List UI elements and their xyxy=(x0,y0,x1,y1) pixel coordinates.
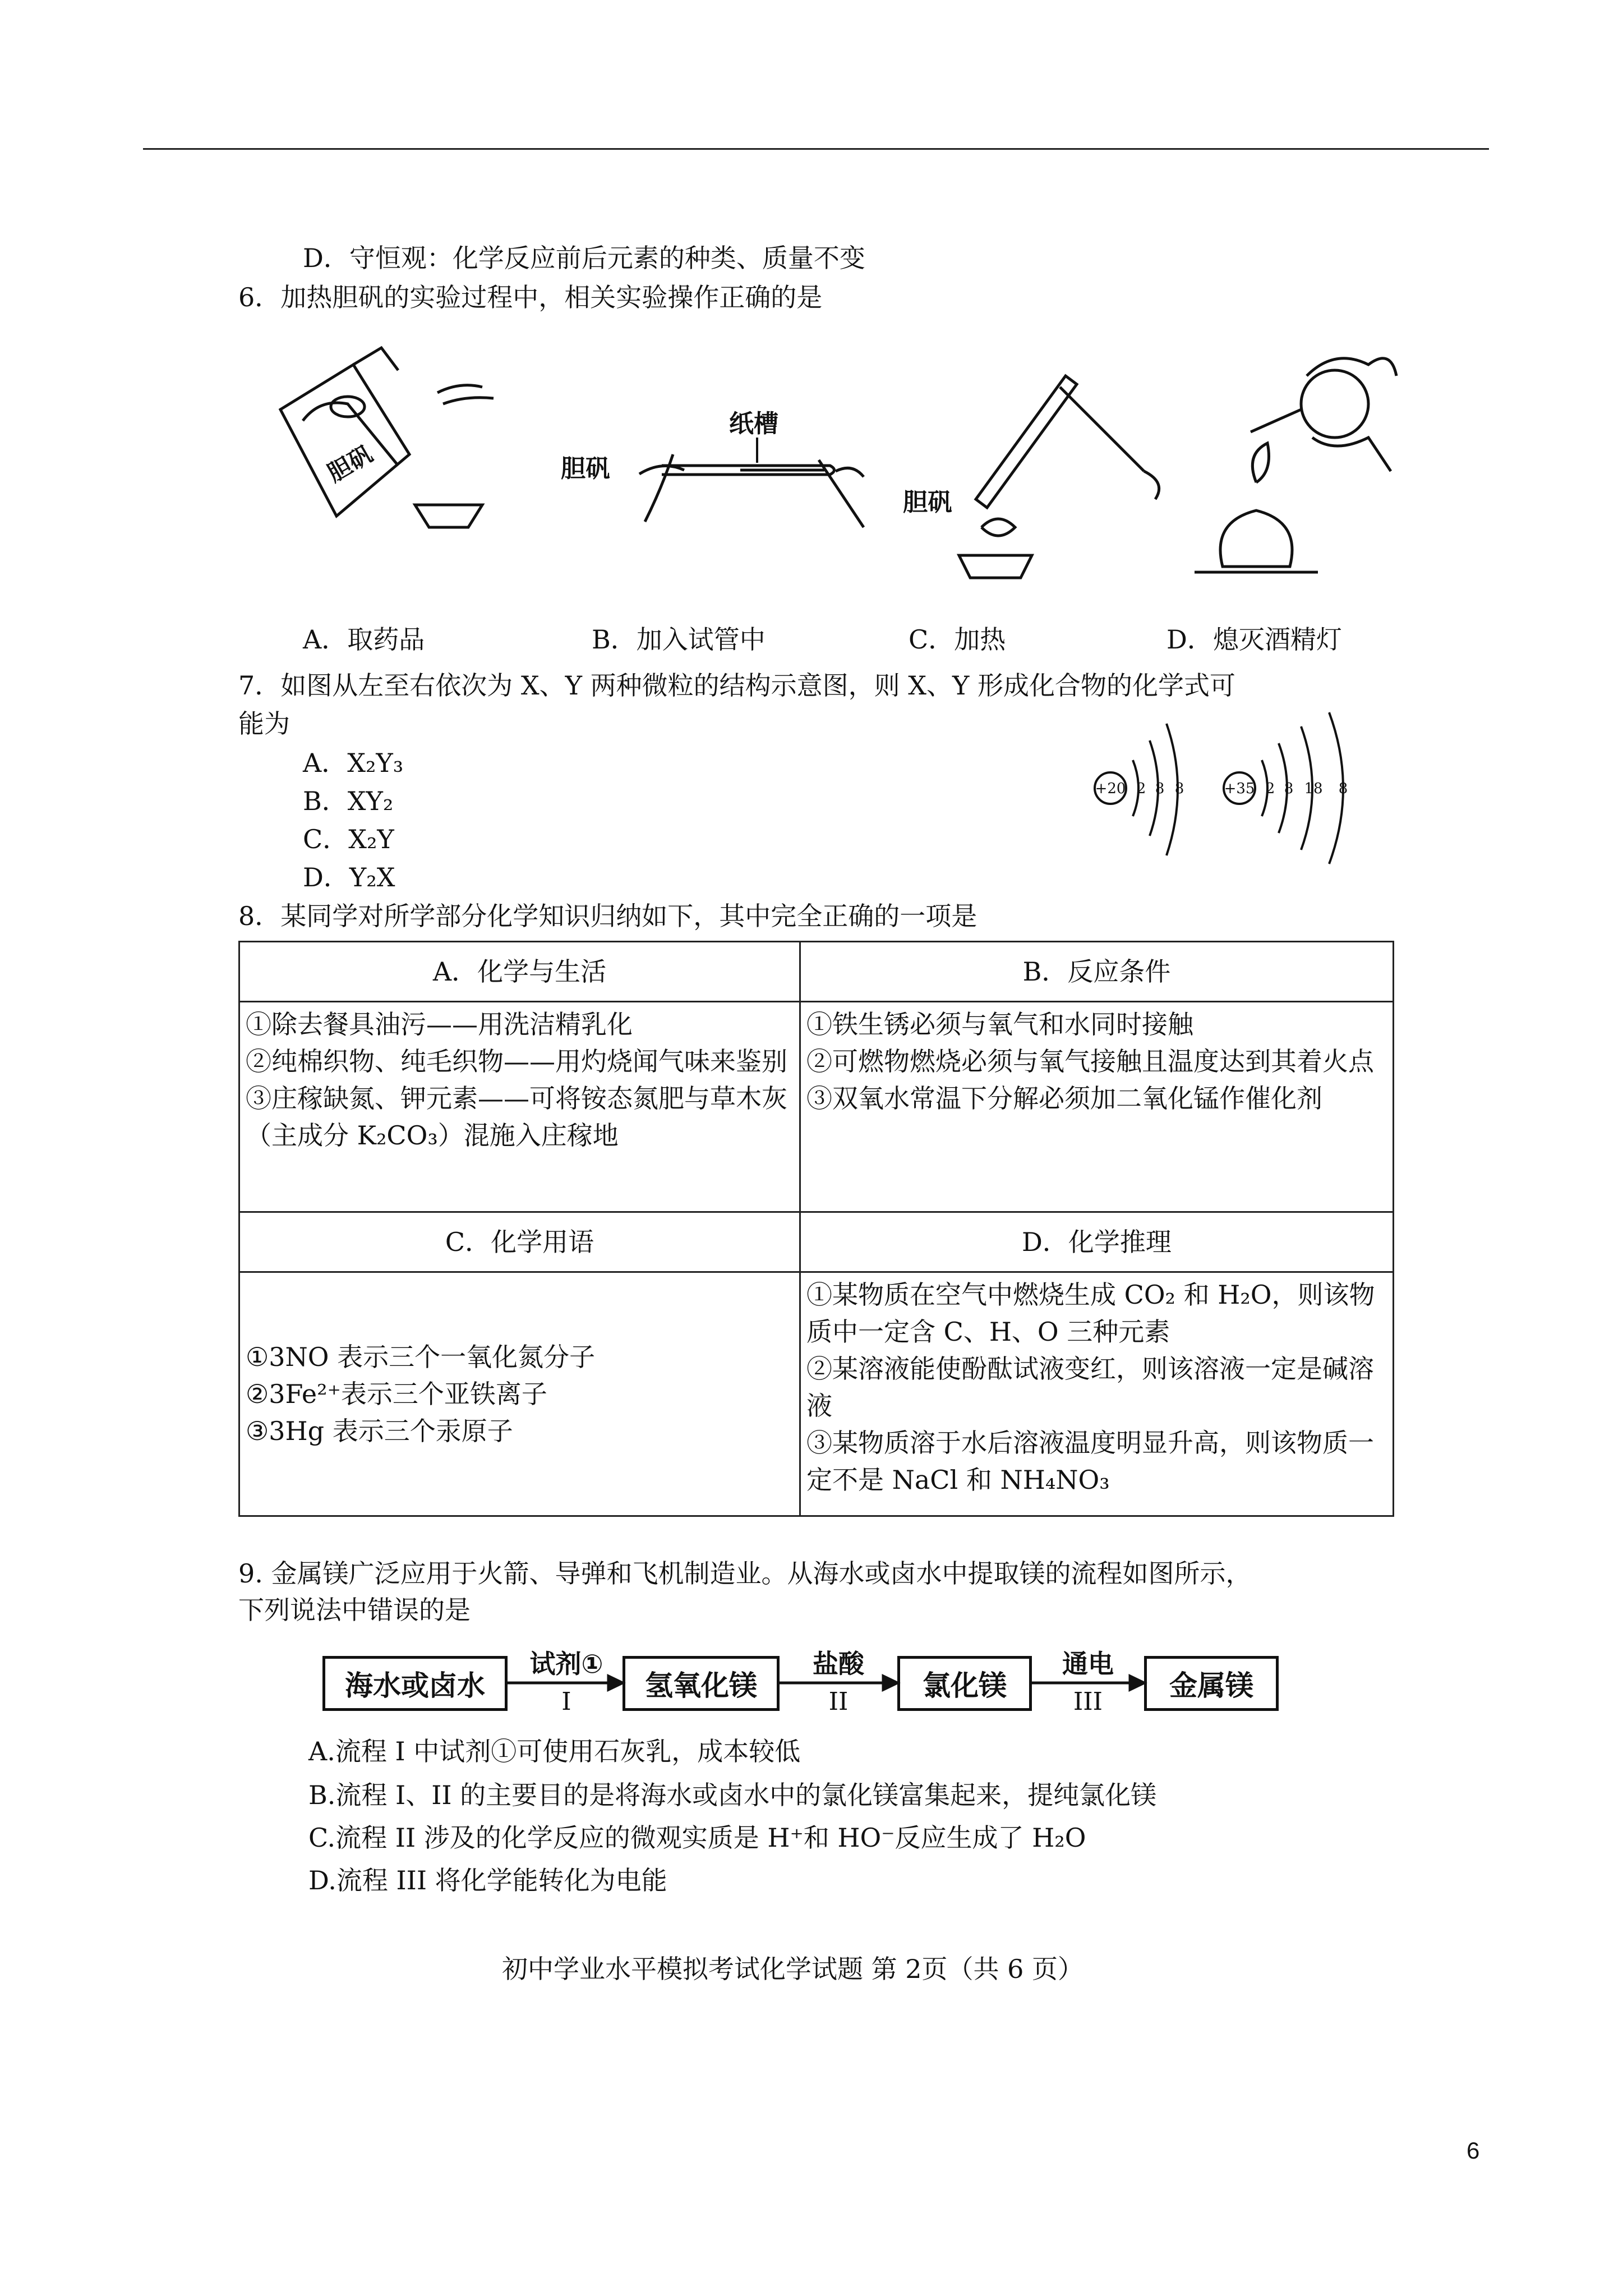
table-head-a: A．化学与生活 xyxy=(239,942,800,1002)
label-alum-c: 胆矾 xyxy=(903,488,952,517)
page-footer: 初中学业水平模拟考试化学试题 第 2页（共 6 页） xyxy=(502,1954,1084,1984)
svg-text:8: 8 xyxy=(1338,780,1348,797)
q5-option-d: D．守恒观：化学反应前后元素的种类、质量不变 xyxy=(303,243,865,273)
atom-x-nucleus: +20 xyxy=(1095,780,1126,797)
svg-text:8: 8 xyxy=(1174,780,1184,797)
heating-figure xyxy=(959,376,1159,578)
table-cell-c: ①3NO 表示三个一氧化氮分子 ②3Fe²⁺表示三个亚铁离子 ③3Hg 表示三个汞原子 xyxy=(239,1272,800,1516)
q7-option-b: B．XY₂ xyxy=(303,786,394,816)
q6-option-b: B．加入试管中 xyxy=(592,624,766,655)
q9-stem-line2: 下列说法中错误的是 xyxy=(238,1595,471,1625)
atom-structure-diagrams xyxy=(1088,696,1380,875)
blow-lamp-figure xyxy=(1195,358,1396,572)
label-alum-b: 胆矾 xyxy=(561,454,610,483)
q9-stem-line1: 9. 金属镁广泛应用于火箭、导弹和飞机制造业。从海水或卤水中提取镁的流程如图所示， xyxy=(238,1558,1252,1589)
flow-box-mg-metal: 金属镁 xyxy=(1144,1656,1279,1711)
flow-box-mg-hydroxide: 氢氧化镁 xyxy=(623,1656,780,1711)
test-tube-figure xyxy=(639,454,864,527)
table-head-d: D．化学推理 xyxy=(800,1212,1394,1272)
q7-option-c: C．X₂Y xyxy=(303,824,394,854)
arrow-step-1: I xyxy=(561,1687,571,1716)
table-head-b: B．反应条件 xyxy=(800,942,1394,1002)
table-cell-d: ①某物质在空气中燃烧生成 CO₂ 和 H₂O，则该物质中一定含 C、H、O 三种元素 ②某溶液能使酚酞试液变红，则该溶液一定是碱溶液 ③某物质溶于水后溶液温度明显升高，则该物质一定不是 NaCl 和 NH₄NO₃ xyxy=(800,1272,1394,1516)
flow-box-seawater: 海水或卤水 xyxy=(322,1656,508,1711)
q6-option-c: C．加热 xyxy=(909,624,1006,655)
arrow-label-hcl: 盐酸 xyxy=(813,1649,864,1679)
q7-option-d: D．Y₂X xyxy=(303,862,395,892)
atom-y-nucleus: +35 xyxy=(1224,780,1255,797)
table-cell-a: ①除去餐具油污——用洗洁精乳化 ②纯棉织物、纯毛织物——用灼烧闻气味来鉴别 ③庄稼缺氮、钾元素——可将铵态氮肥与草木灰（主成分 K₂CO₃）混施入庄稼地 xyxy=(239,1002,800,1212)
label-paper-trough: 纸槽 xyxy=(729,409,778,438)
arrow-label-reagent: 试剂① xyxy=(529,1649,603,1679)
svg-text:8: 8 xyxy=(1284,780,1294,797)
q6-option-d: D．熄灭酒精灯 xyxy=(1166,624,1342,655)
q8-stem: 8．某同学对所学部分化学知识归纳如下，其中完全正确的一项是 xyxy=(238,901,978,931)
label-alum-jar: 胆矾 xyxy=(322,440,377,487)
q7-stem-line2: 能为 xyxy=(238,708,290,739)
q9-option-a: A.流程 I 中试剂①可使用石灰乳，成本较低 xyxy=(308,1736,801,1766)
arrow-step-2: II xyxy=(828,1687,849,1716)
q6-stem: 6．加热胆矾的实验过程中，相关实验操作正确的是 xyxy=(238,282,823,312)
knowledge-table xyxy=(238,941,1394,1517)
q6-option-a: A．取药品 xyxy=(303,624,425,655)
arrow-label-electrolysis: 通电 xyxy=(1062,1649,1114,1679)
table-cell-b: ①铁生锈必须与氧气和水同时接触 ②可燃物燃烧必须与氧气接触且温度达到其着火点 ③双氧水常温下分解必须加二氧化锰作催化剂 xyxy=(800,1002,1394,1212)
table-head-c: C．化学用语 xyxy=(239,1212,800,1272)
q9-option-c: C.流程 II 涉及的化学反应的微观实质是 H⁺和 HO⁻反应生成了 H₂O xyxy=(308,1823,1086,1853)
q7-option-a: A．X₂Y₃ xyxy=(303,748,404,778)
svg-text:2: 2 xyxy=(1136,780,1146,797)
q9-option-d: D.流程 III 将化学能转化为电能 xyxy=(308,1865,667,1895)
svg-text:2: 2 xyxy=(1265,780,1275,797)
header-rule xyxy=(143,148,1489,150)
q6-illustrations xyxy=(269,342,1419,600)
svg-text:18: 18 xyxy=(1304,780,1323,797)
page-number: 6 xyxy=(1467,2137,1480,2164)
arrow-step-3: III xyxy=(1073,1687,1103,1716)
flow-box-mg-chloride: 氯化镁 xyxy=(897,1656,1032,1711)
reagent-jar-figure xyxy=(280,348,494,527)
q9-option-b: B.流程 I、II 的主要目的是将海水或卤水中的氯化镁富集起来，提纯氯化镁 xyxy=(308,1780,1157,1810)
svg-text:8: 8 xyxy=(1155,780,1165,797)
q7-stem-line1: 7．如图从左至右依次为 X、Y 两种微粒的结构示意图，则 X、Y 形成化合物的化学式可 xyxy=(238,670,1235,701)
